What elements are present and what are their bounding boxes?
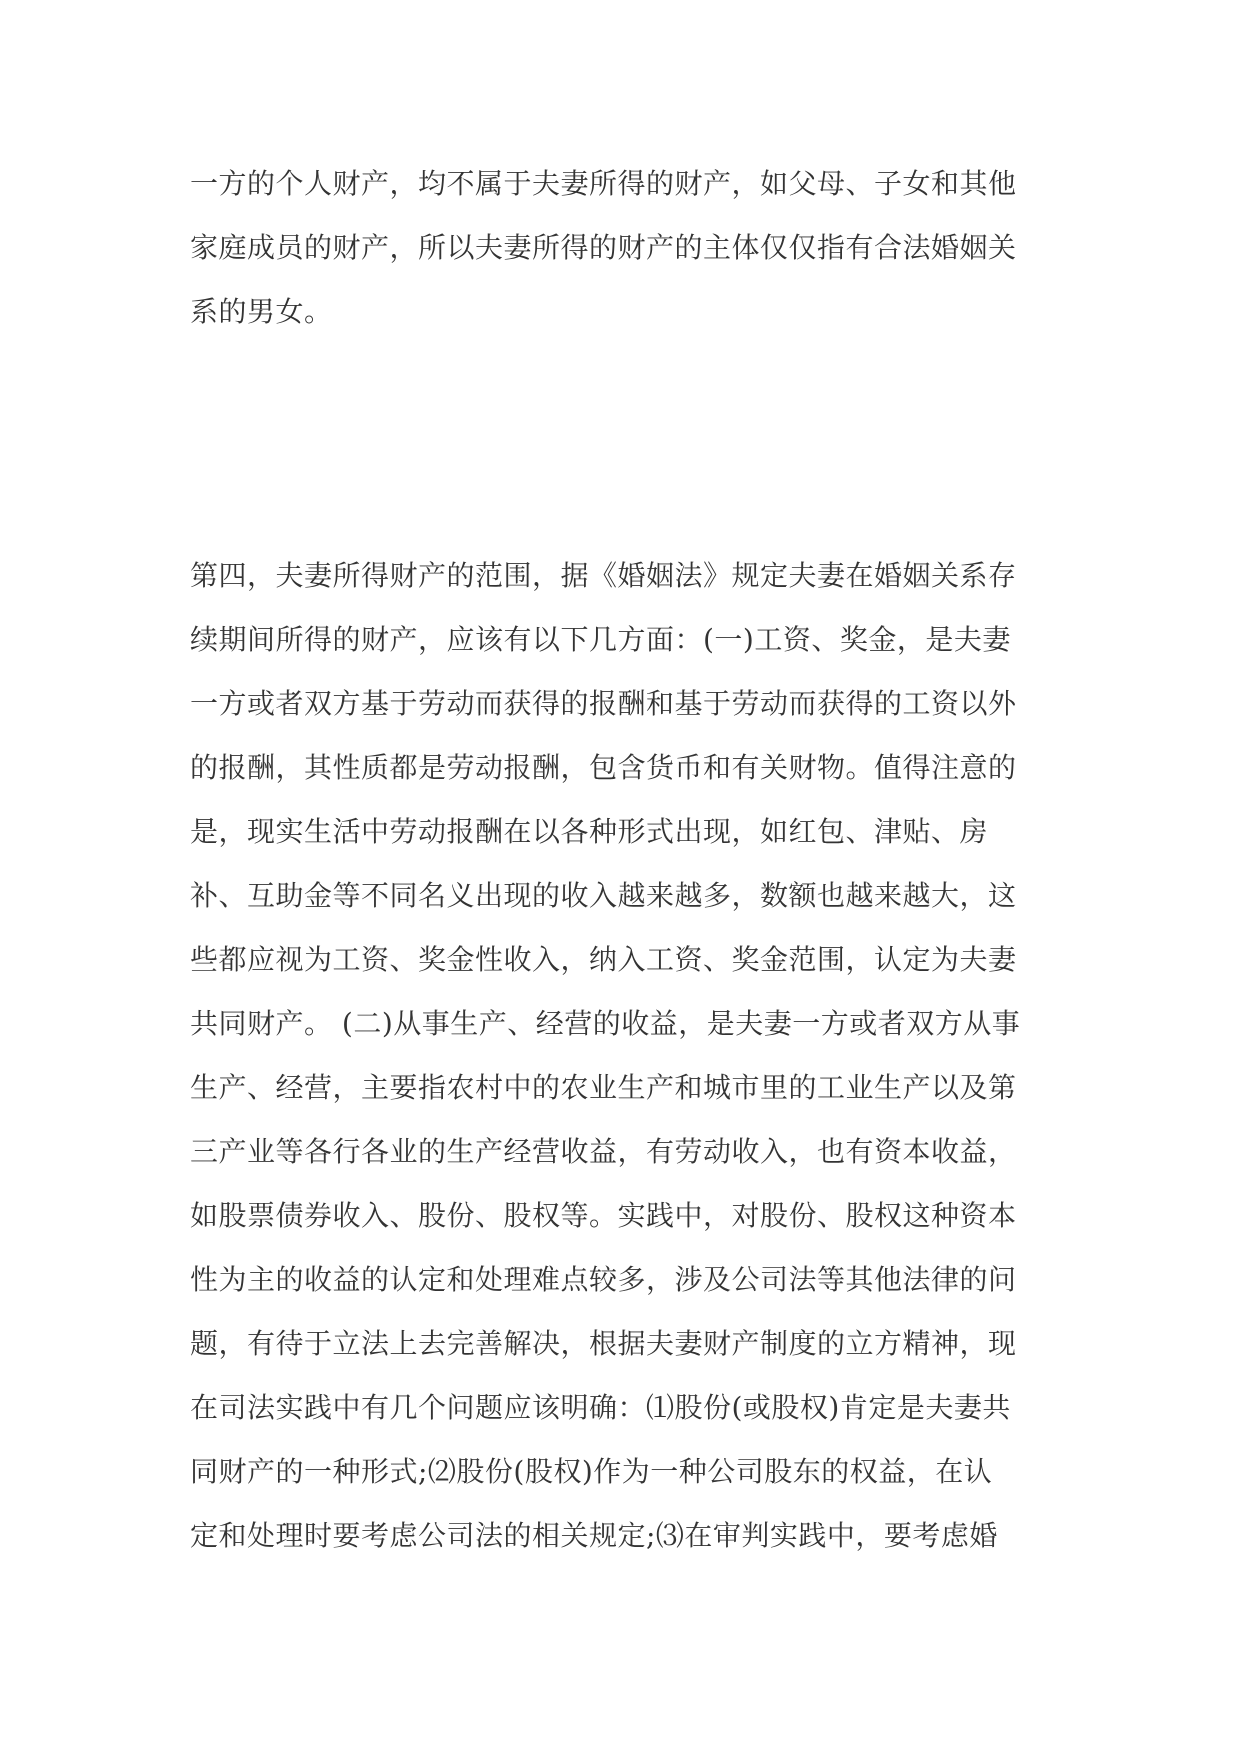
text-line: 补、互助金等不同名义出现的收入越来越多，数额也越来越大，这 [190, 879, 1017, 912]
text-line: 续期间所得的财产，应该有以下几方面：(一)工资、奖金，是夫妻 [190, 623, 1011, 656]
paragraph-2 [190, 544, 1070, 1568]
text-line: 第四，夫妻所得财产的范围，据《婚姻法》规定夫妻在婚姻关系存 [190, 559, 1017, 592]
text-line: 三产业等各行各业的生产经营收益，有劳动收入，也有资本收益， [190, 1135, 1017, 1168]
paragraph-1 [190, 152, 1070, 344]
text-line: 同财产的一种形式;⑵股份(股权)作为一种公司股东的权益，在认 [190, 1455, 993, 1488]
text-line: 是，现实生活中劳动报酬在以各种形式出现，如红包、津贴、房 [190, 815, 989, 848]
text-line: 定和处理时要考虑公司法的相关规定;⑶在审判实践中，要考虑婚 [190, 1519, 998, 1552]
text-line: 一方的个人财产，均不属于夫妻所得的财产，如父母、子女和其他 [190, 167, 1017, 200]
text-line: 如股票债券收入、股份、股权等。实践中，对股份、股权这种资本 [190, 1199, 1017, 1232]
text-line: 在司法实践中有几个问题应该明确：⑴股份(或股权)肯定是夫妻共 [190, 1391, 1011, 1424]
text-line: 题，有待于立法上去完善解决，根据夫妻财产制度的立方精神，现 [190, 1327, 1017, 1360]
text-line: 家庭成员的财产，所以夫妻所得的财产的主体仅仅指有合法婚姻关 [190, 231, 1017, 264]
text-line: 的报酬，其性质都是劳动报酬，包含货币和有关财物。值得注意的 [190, 751, 1017, 784]
text-line: 共同财产。 (二)从事生产、经营的收益，是夫妻一方或者双方从事 [190, 1007, 1021, 1040]
text-line: 生产、经营，主要指农村中的农业生产和城市里的工业生产以及第 [190, 1071, 1017, 1104]
text-line: 一方或者双方基于劳动而获得的报酬和基于劳动而获得的工资以外 [190, 687, 1017, 720]
text-line: 性为主的收益的认定和处理难点较多，涉及公司法等其他法律的问 [190, 1263, 1017, 1296]
text-line: 些都应视为工资、奖金性收入，纳入工资、奖金范围，认定为夫妻 [190, 943, 1017, 976]
text-line: 系的男女。 [190, 295, 333, 328]
